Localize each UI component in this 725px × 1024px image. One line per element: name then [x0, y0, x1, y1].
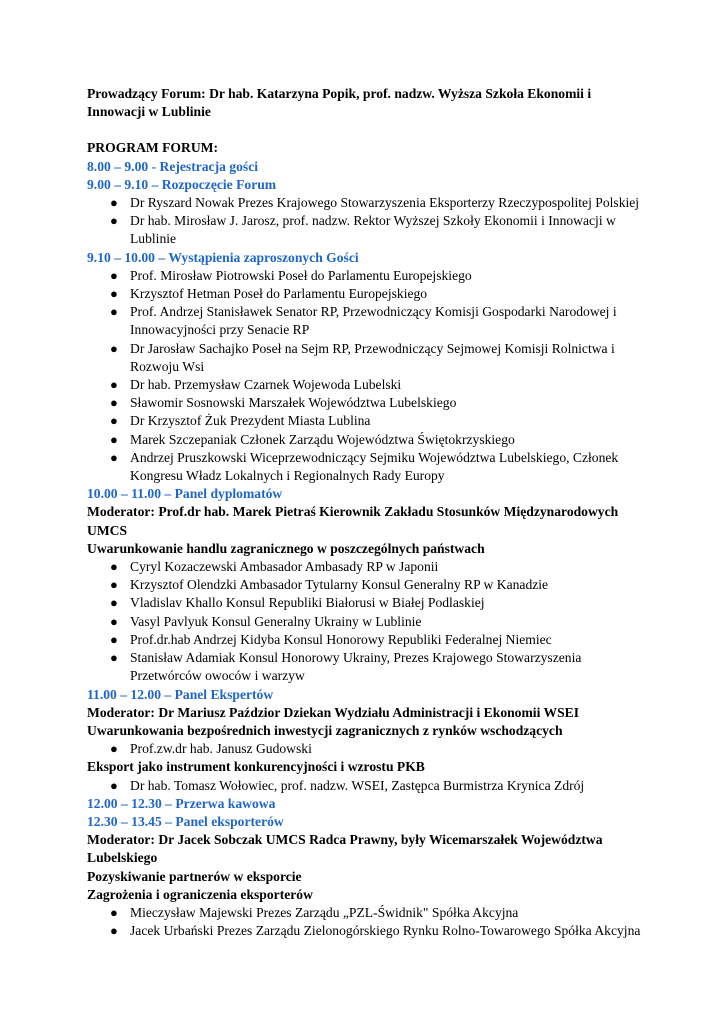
list-item: ● Cyryl Kozaczewski Ambasador Ambasady RP w Japonii [87, 558, 647, 576]
exporters-moderator: Moderator: Dr Jacek Sobczak UMCS Radca Prawny, były Wicemarszałek Województwa Lubelskiego [87, 832, 603, 866]
exporters-topic-1: Pozyskiwanie partnerów w eksporcie [87, 868, 302, 884]
bullet-icon: ● [110, 267, 118, 283]
list-item: ● Jacek Urbański Prezes Zarządu Zielonogórskiego Rynku Rolno-Towarowego Spółka Akcyjna [87, 922, 647, 940]
list-item: ● Krzysztof Olendzki Ambasador Tytularny Konsul Generalny RP w Kanadzie [87, 576, 647, 594]
bullet-icon: ● [110, 559, 118, 575]
bullet-icon: ● [110, 923, 118, 939]
bullet-icon: ● [110, 195, 118, 211]
session-guests-title: 9.10 – 10.00 – Wystąpienia zaproszonych Gości [87, 249, 359, 265]
bullet-icon: ● [110, 741, 118, 757]
session-registration: 8.00 – 9.00 - Rejestracja gości [87, 158, 259, 174]
diplomats-list [87, 558, 647, 685]
exporters-list [87, 904, 647, 940]
experts-topic-2: Eksport jako instrument konkurencyjności i wzrostu PKB [87, 759, 425, 775]
experts-list-2 [87, 777, 647, 795]
list-item: ● Andrzej Pruszkowski Wiceprzewodniczący Sejmiku Województwa Lubelskiego, Członek Kongresu Władz Lokalnych i Regionalnych Rady Europy [110, 449, 619, 484]
list-item: ● Dr Jarosław Sachajko Poseł na Sejm RP, Przewodniczący Sejmowej Komisji Rolnictwa i Rozwoju Wsi [110, 340, 615, 374]
list-item: ● Dr Krzysztof Żuk Prezydent Miasta Lublina [87, 412, 647, 430]
list-item: ● Dr hab. Tomasz Wołowiec, prof. nadzw. WSEI, Zastępca Burmistrza Krynica Zdrój [87, 777, 647, 795]
bullet-icon: ● [110, 449, 118, 465]
program-title: PROGRAM FORUM: [87, 140, 218, 156]
list-item: ● Prof. Andrzej Stanisławek Senator RP, Przewodniczący Komisji Gospodarki Narodowej i Innowacyjności przy Senacie RP [110, 304, 617, 338]
bullet-icon: ● [110, 304, 118, 320]
list-item: ● Stanisław Adamiak Konsul Honorowy Ukrainy, Prezes Krajowego Stowarzyszenia Przetwórców owoców i warzyw [110, 650, 582, 684]
guest-speakers-list [87, 267, 647, 485]
forum-host: Prowadzący Forum: Dr hab. Katarzyna Popik, prof. nadzw. Wyższa Szkoła Ekonomii i Innowacji w Lublinie [87, 86, 592, 120]
bullet-icon: ● [110, 431, 118, 447]
opening-speakers-list [87, 194, 647, 249]
experts-list-1 [87, 740, 647, 758]
diplomats-topic: Uwarunkowanie handlu zagranicznego w poszczególnych państwach [87, 540, 485, 556]
bullet-icon: ● [110, 377, 118, 393]
list-item: ● Dr hab. Mirosław J. Jarosz, prof. nadzw. Rektor Wyższej Szkoły Ekonomii i Innowacji w Lublinie [110, 213, 616, 247]
list-item: ● Dr Ryszard Nowak Prezes Krajowego Stowarzyszenia Eksporterzy Rzeczypospolitej Polskiej [87, 194, 647, 212]
bullet-icon: ● [110, 340, 118, 356]
list-item: ● Marek Szczepaniak Członek Zarządu Województwa Świętokrzyskiego [87, 431, 647, 449]
experts-moderator: Moderator: Dr Mariusz Paździor Dziekan Wydziału Administracji i Ekonomii WSEI [87, 704, 580, 720]
bullet-icon: ● [110, 413, 118, 429]
list-item: ● Prof. Mirosław Piotrowski Poseł do Parlamentu Europejskiego [87, 267, 647, 285]
exporters-topic-2: Zagrożenia i ograniczenia eksporterów [87, 886, 313, 902]
list-item: ● Prof.dr.hab Andrzej Kidyba Konsul Honorowy Republiki Federalnej Niemiec [87, 631, 647, 649]
bullet-icon: ● [110, 904, 118, 920]
list-item: ● Prof.zw.dr hab. Janusz Gudowski [87, 740, 647, 758]
list-item: ● Krzysztof Hetman Poseł do Parlamentu Europejskiego [87, 285, 647, 303]
bullet-icon: ● [110, 631, 118, 647]
bullet-icon: ● [110, 595, 118, 611]
bullet-icon: ● [110, 395, 118, 411]
session-opening-title: 9.00 – 9.10 – Rozpoczęcie Forum [87, 176, 277, 192]
session-experts-title: 11.00 – 12.00 – Panel Ekspertów [87, 686, 274, 702]
session-diplomats-title: 10.00 – 11.00 – Panel dyplomatów [87, 486, 283, 502]
experts-topic-1: Uwarunkowania bezpośrednich inwestycji zagranicznych z rynków wschodzących [87, 722, 563, 738]
document-content [87, 85, 647, 940]
session-exporters-title: 12.30 – 13.45 – Panel eksporterów [87, 813, 284, 829]
list-item: ● Vladislav Khallo Konsul Republiki Białorusi w Białej Podlaskiej [87, 594, 647, 612]
diplomats-moderator: Moderator: Prof.dr hab. Marek Pietraś Kierownik Zakładu Stosunków Międzynarodowych UMCS [87, 504, 619, 538]
list-item: ● Sławomir Sosnowski Marszałek Województwa Lubelskiego [87, 394, 647, 412]
bullet-icon: ● [110, 213, 118, 229]
list-item: ● Vasyl Pavlyuk Konsul Generalny Ukrainy w Lublinie [87, 613, 647, 631]
bullet-icon: ● [110, 613, 118, 629]
bullet-icon: ● [110, 577, 118, 593]
list-item: ● Mieczysław Majewski Prezes Zarządu „PZL-Świdnik" Spółka Akcyjna [87, 904, 647, 922]
session-coffee-break: 12.00 – 12.30 – Przerwa kawowa [87, 795, 276, 811]
list-item: ● Dr hab. Przemysław Czarnek Wojewoda Lubelski [87, 376, 647, 394]
bullet-icon: ● [110, 777, 118, 793]
bullet-icon: ● [110, 650, 118, 666]
bullet-icon: ● [110, 286, 118, 302]
